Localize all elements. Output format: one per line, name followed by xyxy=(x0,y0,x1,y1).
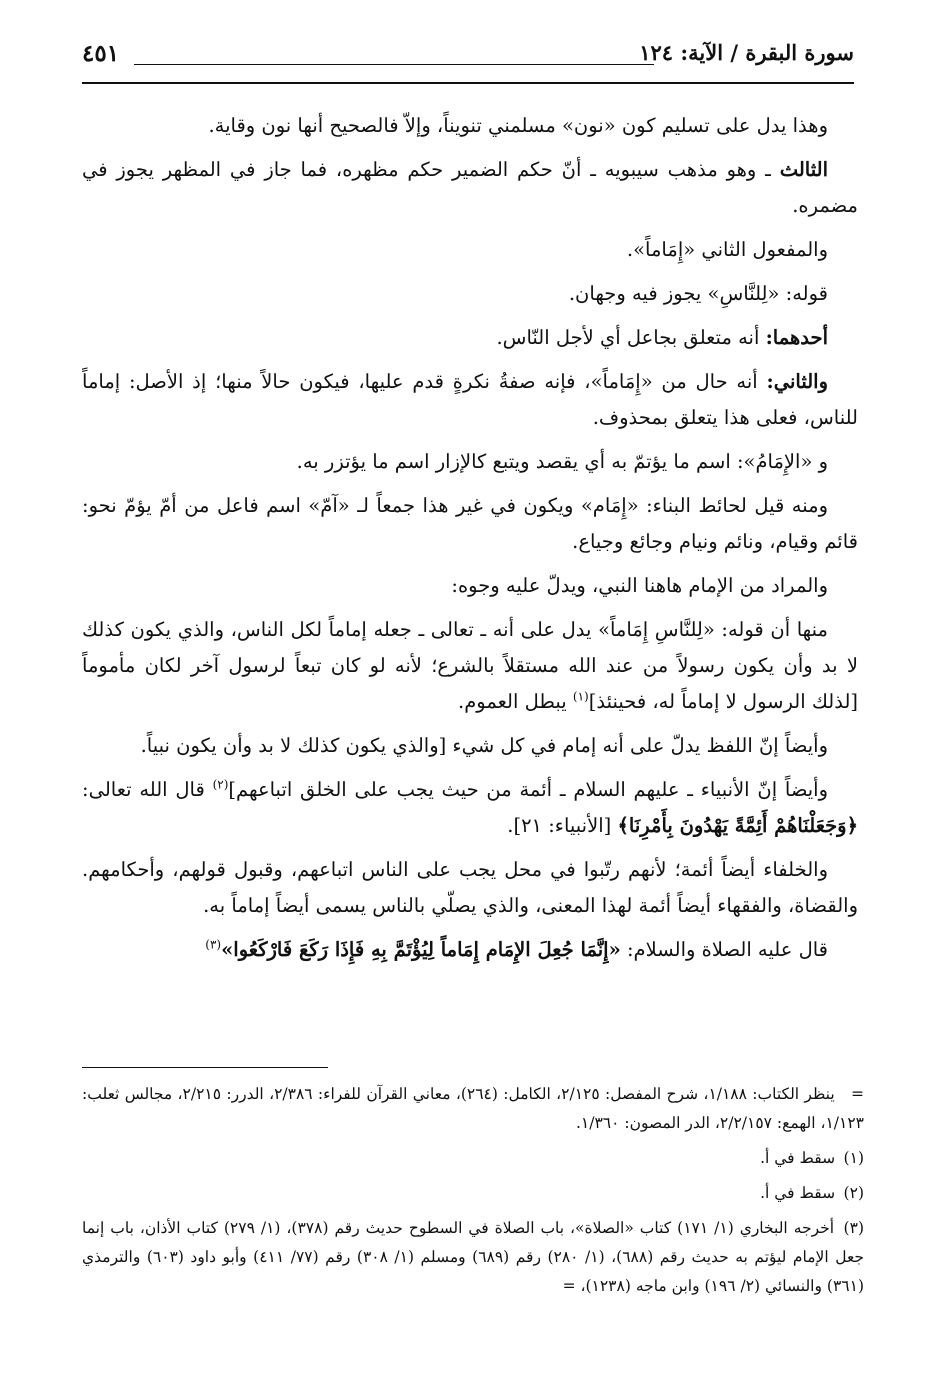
paragraph-lead: والثاني: xyxy=(766,370,828,393)
footnote-divider xyxy=(82,1067,328,1068)
footnote: (٢) سقط في أ. xyxy=(82,1179,864,1208)
footnote: (٣) أخرجه البخاري (١/ ١٧١) كتاب «الصلاة»، باب الصلاة في السطوح حديث رقم (٣٧٨)، (١/ ٢٧٩) كتاب الأذان، باب إنما جعل الإمام ليؤتم به حديث رقم (٦٨٨)، (١/ ٢٨٠) رقم (٦٨٩) ومسلم (١/ ٣٠٨) رقم (٧٧/ ٤١١) وأبو داود (٦٠٣) والترمذي (٣٦١) والنسائي (٢/ ١٩٦) وابن ماجه (١٢٣٨)، = xyxy=(82,1214,864,1301)
page-header xyxy=(82,36,854,84)
paragraph: والمفعول الثاني «إِمَاماً». xyxy=(626,238,828,261)
paragraph: ومنه قيل لحائط البناء: «إِمَام» ويكون في غير هذا جمعاً لـ «آمّ» اسم فاعل من أمّ يؤمّ نحو: قائم وقيام، ونائم ونيام وجائع وجياع. xyxy=(82,494,858,553)
footnote: (١) سقط في أ. xyxy=(82,1144,864,1173)
paragraph-lead: الثالث xyxy=(779,158,828,181)
footnotes xyxy=(82,1080,864,1307)
footnote-ref: (١) xyxy=(572,689,589,704)
paragraph: منها أن قوله: «لِلنَّاسِ إِمَاماً» يدل على أنه ـ تعالى ـ جعله إماماً لكل الناس، والذي يكون كذلك لا بد وأن يكون رسولاً من عند الله مستقلاً بالشرع؛ لأنه لو كان تبعاً لرسول آخر لكان مأموماً [لذلك الرسول لا إماماً له، فحينئذ]$^{(١)}$ يبطل العموم. xyxy=(82,618,858,713)
chapter-heading: سورة البقرة / الآية: ١٢٤ xyxy=(639,40,854,65)
paragraph: والثاني: أنه حال من «إِمَاماً»، فإنه صفةُ نكرةٍ قدم عليها، فيكون حالاً منها؛ إذ الأصل: إماماً للناس، فعلى هذا يتعلق بمحذوف. xyxy=(82,370,858,429)
paragraph: وأيضاً إنّ الأنبياء ـ عليهم السلام ـ أئمة من حيث يجب على الخلق اتباعهم]$^{(٢)}$ قال الله تعالى: ﴿وَجَعَلْنَاهُمْ أَئِمَّةً يَهْدُونَ بِأَمْرِنَا﴾ [الأنبياء: ٢١]. xyxy=(82,777,858,837)
footnote-mark: (٢) xyxy=(843,1184,864,1202)
footnote-ref: (٣) xyxy=(205,937,222,952)
footnote-mark: (١) xyxy=(843,1149,864,1167)
paragraph: أحدهما: أنه متعلق بجاعل أي لأجل النّاس. xyxy=(496,326,828,349)
footnote-mark: (٣) xyxy=(843,1219,864,1237)
paragraph-lead: أحدهما: xyxy=(765,326,828,349)
paragraph: و «الإِمَامُ»: اسم ما يؤتمّ به أي يقصد ويتبع كالإزار اسم ما يؤتزر به. xyxy=(296,450,828,473)
quran-verse: ﴿وَجَعَلْنَاهُمْ أَئِمَّةً يَهْدُونَ بِأَمْرِنَا﴾ xyxy=(617,814,858,837)
footnote: = ينظر الكتاب: ١/١٨٨، شرح المفصل: ٢/١٢٥، الكامل: (٢٦٤)، معاني القرآن للفراء: ٢/٣٨٦، الدرر: ٢/٢١٥، مجالس ثعلب: ١/١٢٣، الهمع: ٢/٢/١٥٧، الدر المصون: ١/٣٦٠. xyxy=(82,1080,864,1138)
paragraph: قال عليه الصلاة والسلام: «إِنَّمَا جُعِلَ الإِمَام إِمَاماً لِيُؤْتَمَّ بِهِ فَإِذَا رَكَعَ فَارْكَعُوا»$^{(٣)}$ xyxy=(205,937,828,961)
paragraph: قوله: «لِلنَّاسِ» يجوز فيه وجهان. xyxy=(568,282,828,305)
main-text xyxy=(82,108,858,976)
hadith-quote: «إِنَّمَا جُعِلَ الإِمَام إِمَاماً لِيُؤْتَمَّ بِهِ فَإِذَا رَكَعَ فَارْكَعُوا» xyxy=(221,938,621,961)
paragraph: الثالث ـ وهو مذهب سيبويه ـ أنّ حكم الضمير حكم مظهره، فما جاز في المظهر يجوز في مضمره. xyxy=(82,158,858,217)
paragraph: والمراد من الإمام هاهنا النبي، ويدلّ عليه وجوه: xyxy=(451,574,828,597)
header-rule-short xyxy=(134,64,654,65)
footnote-mark: = xyxy=(851,1085,865,1103)
paragraph: وأيضاً إنّ اللفظ يدلّ على أنه إمام في كل شيء [والذي يكون كذلك لا بد وأن يكون نبياً. xyxy=(140,734,828,757)
header-rule xyxy=(82,82,854,84)
page-number: ٤٥١ xyxy=(82,40,120,67)
paragraph: والخلفاء أيضاً أئمة؛ لأنهم رتّبوا في محل يجب على الناس اتباعهم، وقبول قولهم، وأحكامهم. والقضاة، والفقهاء أيضاً أئمة لهذا المعنى، والذي يصلّي بالناس يسمى أيضاً إماماً به. xyxy=(82,858,858,917)
paragraph: وهذا يدل على تسليم كون «نون» مسلمني تنويناً، وإلاّ فالصحيح أنها نون وقاية. xyxy=(208,114,828,137)
footnote-ref: (٢) xyxy=(212,777,229,792)
